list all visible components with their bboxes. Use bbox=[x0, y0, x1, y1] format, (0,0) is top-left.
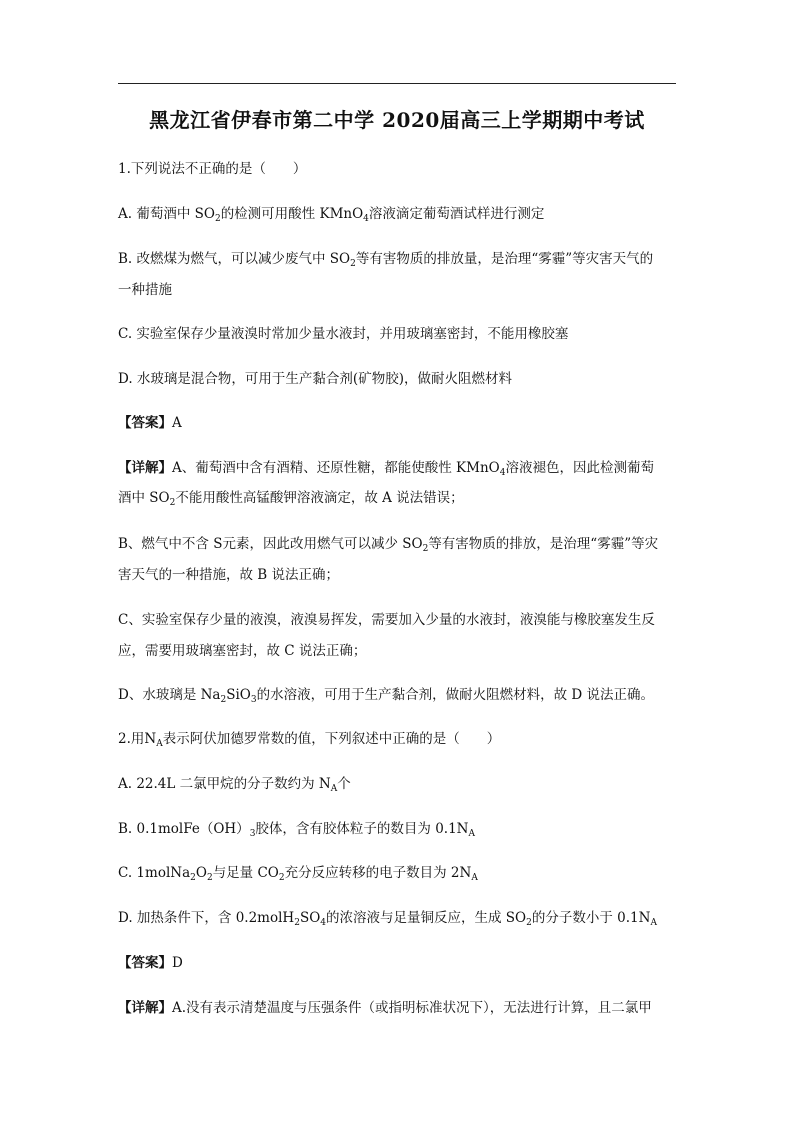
q1-option-b: B. 改燃煤为燃气，可以减少废气中 $SO_2$等有害物质的排放量，是治理“雾霾”等灾害天气的 bbox=[118, 251, 654, 269]
q2-option-c: C. $1molNa_2O_2$与足量 $CO_2$充分反应转移的电子数目为 $2N_A$ bbox=[118, 865, 478, 883]
q1-explain-b: B、燃气中不含 S元素，因此改用燃气可以减少 $SO_2$等有害物质的排放，是治理“雾霾”等灾 bbox=[118, 536, 659, 554]
q1-explain-a: 【详解】A、葡萄酒中含有酒精、还原性糖，都能使酸性 KMnO$_4$溶液褪色，因此检测葡萄 bbox=[118, 460, 654, 478]
q1-explain-c: C、实验室保存少量的液溴，液溴易挥发，需要加入少量的水液封，液溴能与橡胶塞发生反 bbox=[118, 612, 655, 628]
q2-option-a: A. 22.4L 二氯甲烷的分子数约为 $N_A$个 bbox=[118, 776, 351, 794]
q2-option-b: B. $0.1molFe(OH)_3$胶体，含有胶体粒子的数目为 $0.1N_A$ bbox=[118, 821, 475, 839]
document-title: 黑龙江省伊春市第二中学 2020届高三上学期期中考试 bbox=[149, 108, 645, 132]
q1-explain-c-cont: 应，需要用玻璃塞密封，故 C 说法正确； bbox=[118, 643, 367, 659]
q1-answer: 【答案】A bbox=[118, 415, 182, 431]
q2-answer: 【答案】D bbox=[118, 955, 183, 971]
q2-explain-a: 【详解】A.没有表示清楚温度与压强条件（或指明标准状况下），无法进行计算，且二氯甲 bbox=[118, 1000, 652, 1016]
q1-option-d: D. 水玻璃是混合物，可用于生产黏合剂(矿物胶)，做耐火阻燃材料 bbox=[118, 371, 512, 387]
q1-option-b-cont: 一种措施 bbox=[118, 282, 172, 298]
q1-option-c: C. 实验室保存少量液溴时常加少量水液封，并用玻璃塞密封，不能用橡胶塞 bbox=[118, 326, 569, 342]
header-rule bbox=[118, 83, 676, 84]
q1-explain-b-cont: 害天气的一种措施，故 B 说法正确； bbox=[118, 567, 340, 583]
q1-option-a: A. 葡萄酒中 $SO_2$的检测可用酸性 KMnO$_4$溶液滴定葡萄酒试样进行测定 bbox=[118, 206, 545, 224]
question-1-stem: 1.下列说法不正确的是（ ） bbox=[118, 161, 307, 177]
q1-explain-d: D、水玻璃是 $Na_2SiO_3$的水溶液，可用于生产黏合剂，做耐火阻燃材料，故 D 说法正确。 bbox=[118, 687, 654, 705]
q2-option-d: D. 加热条件下，含 $0.2molH_2SO_4$的浓溶液与足量铜反应，生成 $SO_2$的分子数小于 $0.1N_A$ bbox=[118, 910, 657, 928]
question-2-stem: 2.用$N_A$表示阿伏加德罗常数的值，下列叙述中正确的是（ ） bbox=[118, 731, 501, 749]
q1-explain-a-cont: 酒中 $SO_2$不能用酸性高锰酸钾溶液滴定，故 A 说法错误； bbox=[118, 490, 464, 508]
